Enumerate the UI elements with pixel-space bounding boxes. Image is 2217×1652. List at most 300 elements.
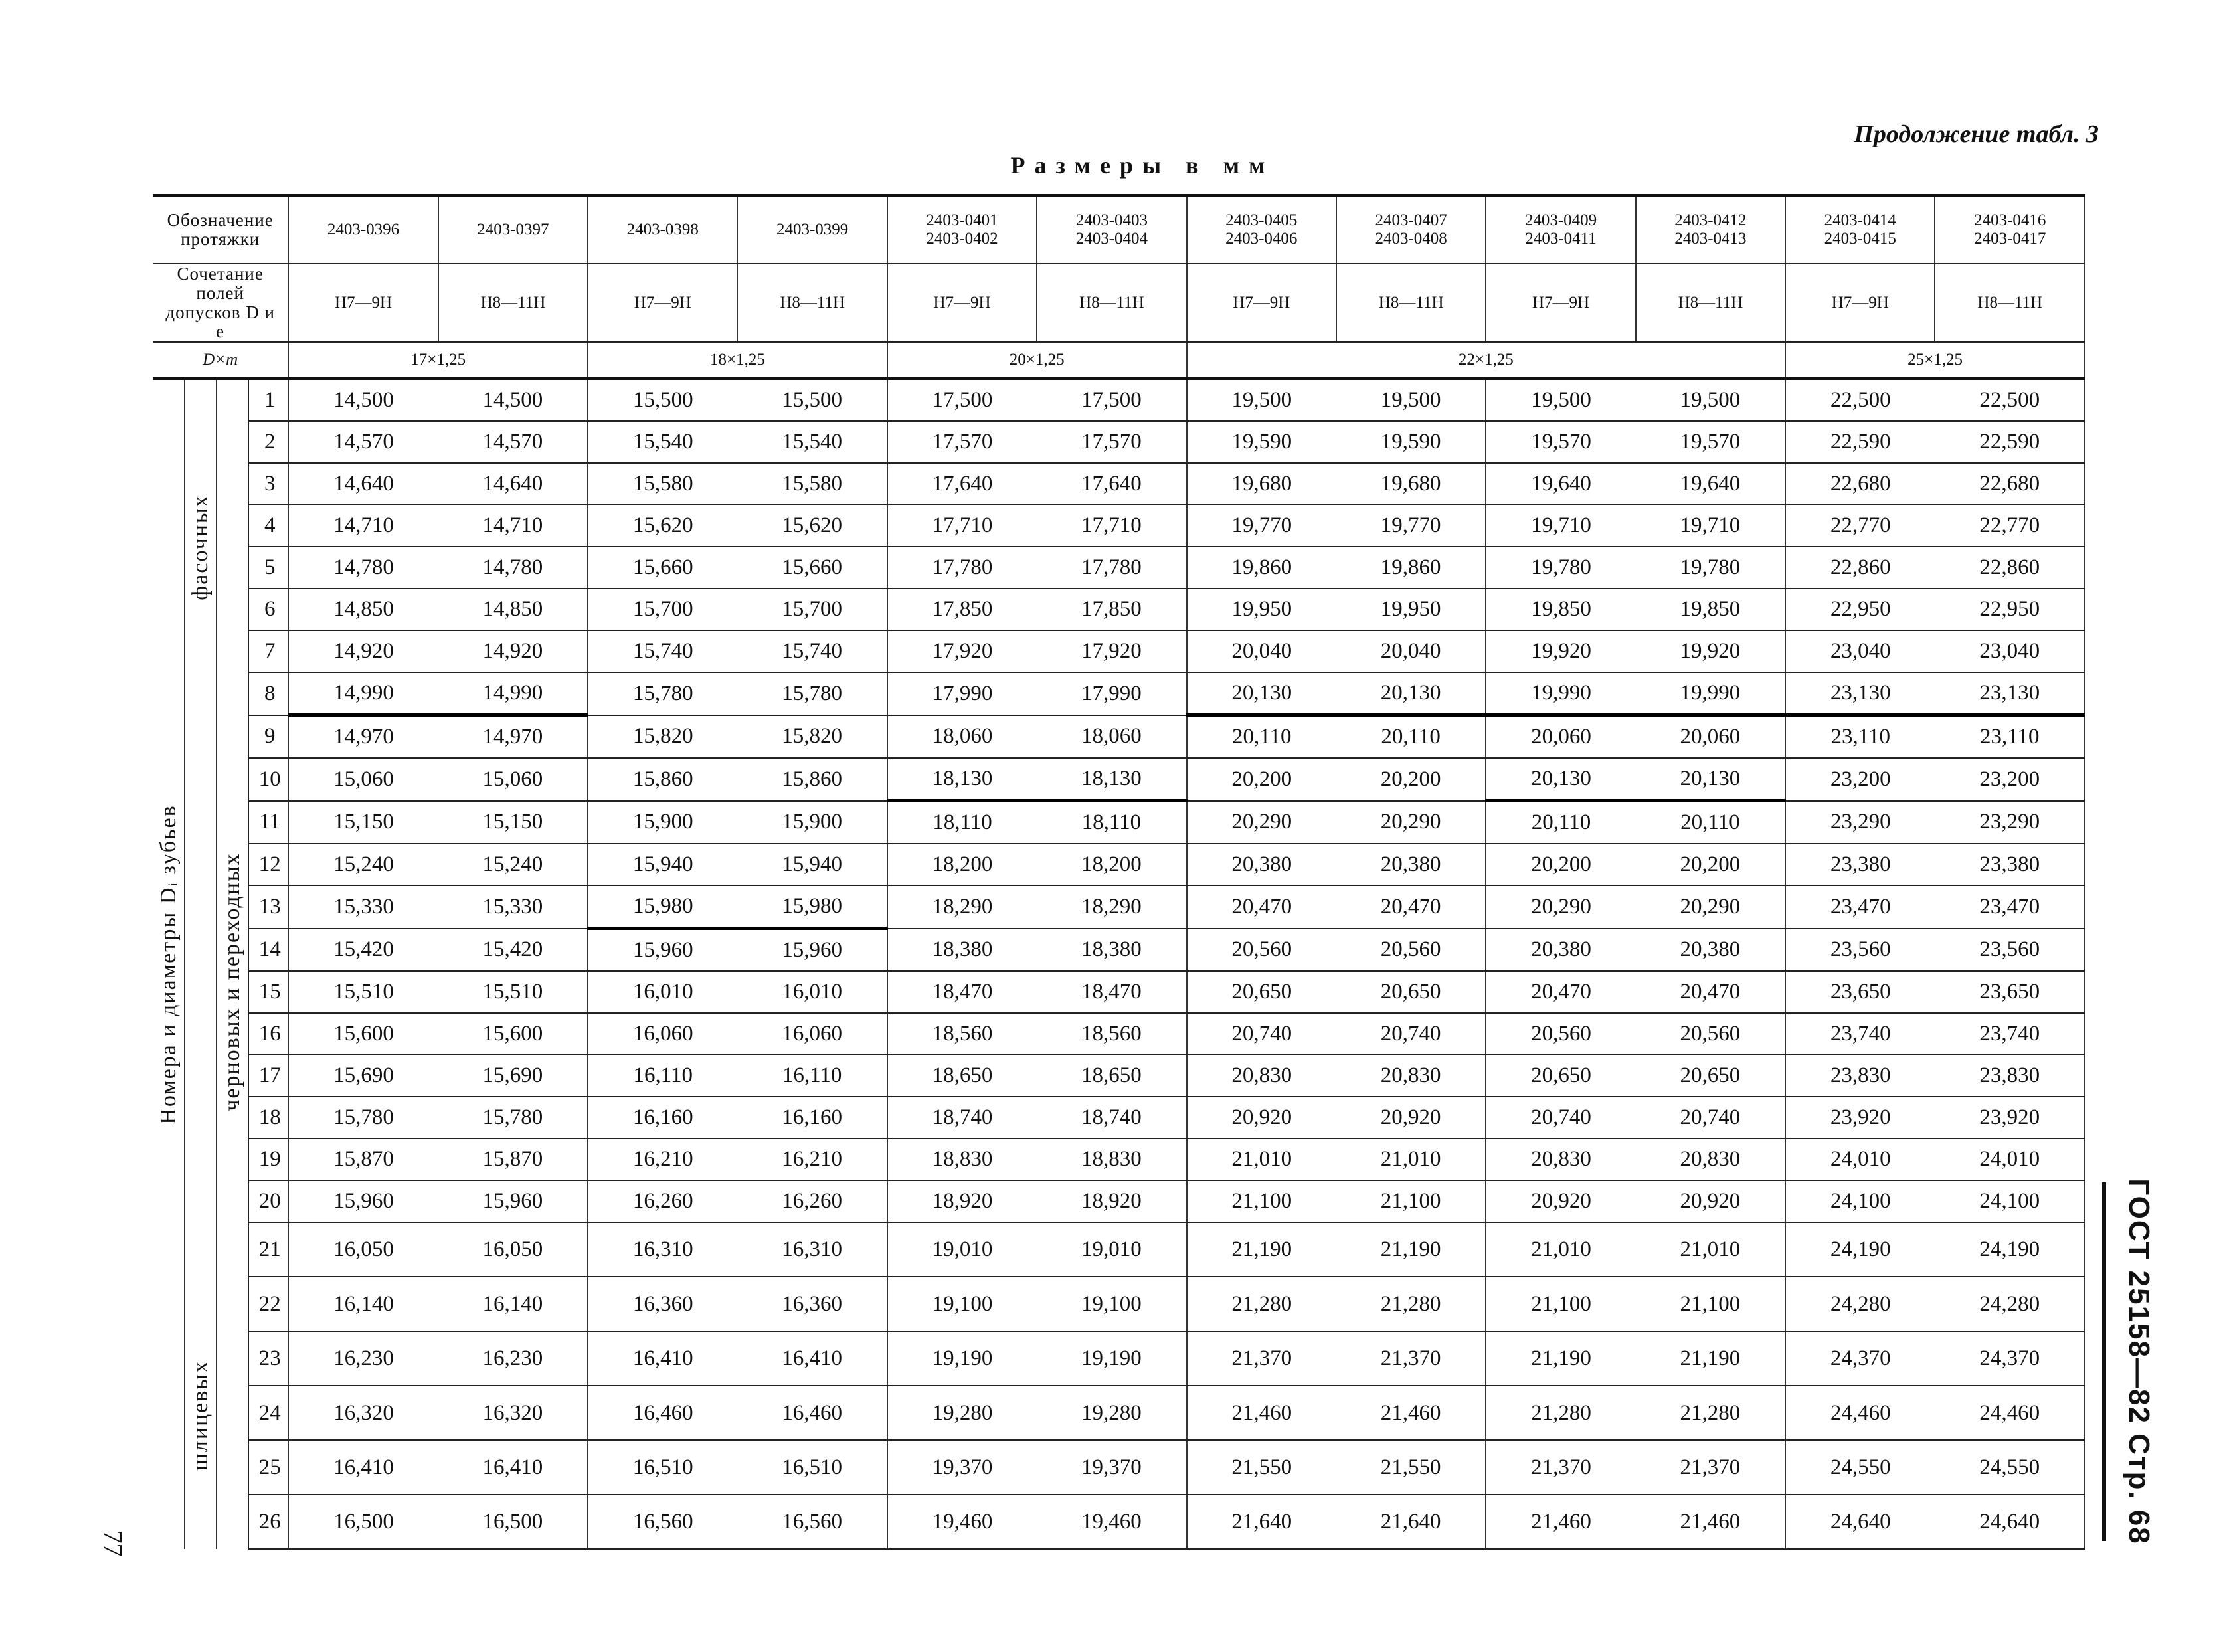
diameter-cell: 18,110 — [1037, 801, 1186, 844]
diameter-cell: 22,590 — [1785, 421, 1935, 463]
diameter-cell: 19,100 — [1037, 1277, 1186, 1331]
diameter-cell: 15,060 — [438, 758, 588, 801]
diameter-cell: 16,310 — [588, 1222, 737, 1277]
shaped-label-text: фасочных — [188, 494, 213, 600]
tooth-number: 15 — [248, 971, 288, 1013]
diameter-cell: 15,820 — [737, 715, 887, 759]
diameter-cell: 23,740 — [1935, 1013, 2085, 1055]
tooth-number: 1 — [248, 379, 288, 421]
diameter-cell: 20,560 — [1636, 1013, 1785, 1055]
tooth-number: 16 — [248, 1013, 288, 1055]
diameter-cell: 18,650 — [1037, 1055, 1186, 1097]
table-row — [153, 1055, 2085, 1097]
diameter-cell: 16,140 — [288, 1277, 438, 1331]
diameter-cell: 23,040 — [1935, 630, 2085, 672]
shaped-teeth-group — [185, 379, 217, 715]
diameter-cell: 19,710 — [1486, 505, 1635, 547]
diameter-cell: 22,950 — [1785, 589, 1935, 630]
diameter-cell: 15,980 — [737, 885, 887, 929]
table-row — [153, 1495, 2085, 1549]
diameter-cell: 16,260 — [737, 1180, 887, 1222]
diameter-cell: 24,370 — [1935, 1331, 2085, 1386]
diameter-cell: 18,290 — [1037, 885, 1186, 929]
diameter-cell: 19,680 — [1187, 463, 1336, 505]
diameter-cell: 20,200 — [1486, 844, 1635, 885]
diameter-cell: 20,290 — [1187, 801, 1336, 844]
diameter-cell: 18,650 — [887, 1055, 1037, 1097]
diameter-cell: 15,600 — [288, 1013, 438, 1055]
diameter-cell: 18,380 — [1037, 929, 1186, 972]
diameter-cell: 20,380 — [1636, 929, 1785, 972]
diameter-cell: 15,780 — [588, 672, 737, 715]
tooth-number: 9 — [248, 715, 288, 759]
diameter-cell: 16,060 — [737, 1013, 887, 1055]
table-row — [153, 758, 2085, 801]
tolerance-header: H7—9H — [1785, 264, 1935, 342]
tooth-number: 17 — [248, 1055, 288, 1097]
diameter-cell: 15,540 — [588, 421, 737, 463]
diameter-cell: 19,850 — [1486, 589, 1635, 630]
diameter-cell: 15,860 — [737, 758, 887, 801]
diameter-cell: 15,690 — [288, 1055, 438, 1097]
diameter-cell: 15,780 — [737, 672, 887, 715]
diameter-cell: 20,290 — [1336, 801, 1486, 844]
diameter-cell: 15,620 — [588, 505, 737, 547]
diameter-cell: 19,950 — [1336, 589, 1486, 630]
diameter-cell: 19,500 — [1636, 379, 1785, 421]
diameter-cell: 19,280 — [887, 1386, 1037, 1440]
diameter-cell: 23,200 — [1785, 758, 1935, 801]
diameter-cell: 18,130 — [887, 758, 1037, 801]
tolerance-header: H8—11H — [1935, 264, 2085, 342]
diameter-cell: 20,920 — [1636, 1180, 1785, 1222]
dxm-group: 25×1,25 — [1785, 342, 2085, 379]
diameter-cell: 16,050 — [438, 1222, 588, 1277]
diameter-cell: 16,360 — [737, 1277, 887, 1331]
diameter-cell: 24,370 — [1785, 1331, 1935, 1386]
diameter-cell: 14,500 — [288, 379, 438, 421]
tolerance-header: H8—11H — [1636, 264, 1785, 342]
diameter-cell: 22,860 — [1785, 547, 1935, 589]
diameter-cell: 17,640 — [1037, 463, 1186, 505]
diameter-cell: 21,280 — [1486, 1386, 1635, 1440]
diameter-cell: 14,920 — [438, 630, 588, 672]
gost-reference: ГОСТ 25158—82 Стр. 68 — [2123, 1178, 2155, 1545]
diameter-cell: 19,570 — [1486, 421, 1635, 463]
diameter-cell: 20,110 — [1636, 801, 1785, 844]
diameter-cell: 16,210 — [588, 1139, 737, 1180]
diameter-cell: 20,110 — [1336, 715, 1486, 759]
diameter-cell: 21,010 — [1336, 1139, 1486, 1180]
table-row — [153, 844, 2085, 885]
tooth-number: 20 — [248, 1180, 288, 1222]
diameter-cell: 20,830 — [1636, 1139, 1785, 1180]
diameter-cell: 24,280 — [1785, 1277, 1935, 1331]
table-row — [153, 929, 2085, 972]
diameter-cell: 20,740 — [1636, 1097, 1785, 1139]
diameter-cell: 15,500 — [737, 379, 887, 421]
table-row — [153, 801, 2085, 844]
diameter-cell: 20,130 — [1187, 672, 1336, 715]
diameter-cell: 18,560 — [887, 1013, 1037, 1055]
diameter-cell: 20,130 — [1636, 758, 1785, 801]
tooth-number: 11 — [248, 801, 288, 844]
diameter-cell: 21,010 — [1486, 1222, 1635, 1277]
diameter-cell: 19,950 — [1187, 589, 1336, 630]
diameter-cell: 14,570 — [288, 421, 438, 463]
diameter-cell: 15,960 — [438, 1180, 588, 1222]
diameter-cell: 21,010 — [1187, 1139, 1336, 1180]
diameter-cell: 15,900 — [737, 801, 887, 844]
diameter-cell: 18,560 — [1037, 1013, 1186, 1055]
diameter-cell: 20,470 — [1636, 971, 1785, 1013]
diameter-cell: 20,290 — [1486, 885, 1635, 929]
diameter-cell: 18,740 — [1037, 1097, 1186, 1139]
diameter-cell: 20,200 — [1336, 758, 1486, 801]
designation-header: 2403-0416 2403-0417 — [1935, 195, 2085, 264]
diameter-cell: 16,500 — [288, 1495, 438, 1549]
diameter-cell: 14,850 — [288, 589, 438, 630]
designation-header: 2403-0405 2403-0406 — [1187, 195, 1336, 264]
diameter-cell: 22,500 — [1785, 379, 1935, 421]
diameter-cell: 23,200 — [1935, 758, 2085, 801]
diameter-cell: 19,680 — [1336, 463, 1486, 505]
tolerance-header: H7—9H — [1486, 264, 1635, 342]
diameter-cell: 16,160 — [588, 1097, 737, 1139]
tooth-number: 4 — [248, 505, 288, 547]
diameter-cell: 19,500 — [1187, 379, 1336, 421]
diameter-cell: 14,710 — [438, 505, 588, 547]
table-row — [153, 1386, 2085, 1440]
diameter-cell: 23,650 — [1935, 971, 2085, 1013]
diameter-cell: 15,510 — [288, 971, 438, 1013]
diameter-cell: 23,830 — [1785, 1055, 1935, 1097]
diameter-cell: 19,460 — [887, 1495, 1037, 1549]
diameter-cell: 24,640 — [1935, 1495, 2085, 1549]
diameter-cell: 19,920 — [1486, 630, 1635, 672]
diameter-cell: 18,920 — [887, 1180, 1037, 1222]
diameter-cell: 20,920 — [1486, 1180, 1635, 1222]
spline-label-text: шлицевых — [188, 1360, 213, 1471]
diameter-cell: 20,560 — [1336, 929, 1486, 972]
diameter-cell: 23,740 — [1785, 1013, 1935, 1055]
diameter-cell: 16,230 — [288, 1331, 438, 1386]
table-row — [153, 715, 2085, 759]
diameter-cell: 15,240 — [438, 844, 588, 885]
diameter-cell: 18,830 — [1037, 1139, 1186, 1180]
tooth-number: 21 — [248, 1222, 288, 1277]
diameter-cell: 19,990 — [1486, 672, 1635, 715]
diameter-cell: 16,320 — [288, 1386, 438, 1440]
page-number: 77 — [98, 1530, 128, 1557]
diameter-cell: 20,060 — [1486, 715, 1635, 759]
diameter-cell: 23,470 — [1935, 885, 2085, 929]
diameter-cell: 21,100 — [1336, 1180, 1486, 1222]
diameter-cell: 20,740 — [1336, 1013, 1486, 1055]
diameter-cell: 21,370 — [1636, 1440, 1785, 1495]
diameter-cell: 21,370 — [1486, 1440, 1635, 1495]
diameter-cell: 20,130 — [1336, 672, 1486, 715]
tooth-number: 2 — [248, 421, 288, 463]
diameter-cell: 23,470 — [1785, 885, 1935, 929]
diameter-cell: 20,830 — [1486, 1139, 1635, 1180]
diameter-cell: 17,850 — [887, 589, 1037, 630]
tooth-number: 7 — [248, 630, 288, 672]
diameter-cell: 21,280 — [1636, 1386, 1785, 1440]
table-row — [153, 630, 2085, 672]
diameter-cell: 15,420 — [438, 929, 588, 972]
diameter-cell: 16,410 — [737, 1331, 887, 1386]
diameter-cell: 20,380 — [1187, 844, 1336, 885]
diameter-cell: 20,740 — [1187, 1013, 1336, 1055]
designation-header: 2403-0407 2403-0408 — [1336, 195, 1486, 264]
diameter-cell: 15,600 — [438, 1013, 588, 1055]
diameter-cell: 18,060 — [887, 715, 1037, 759]
diameter-cell: 20,920 — [1187, 1097, 1336, 1139]
table-row — [153, 1180, 2085, 1222]
diameter-cell: 19,190 — [887, 1331, 1037, 1386]
diameter-cell: 16,510 — [737, 1440, 887, 1495]
table-row — [153, 379, 2085, 421]
diameter-cell: 15,870 — [288, 1139, 438, 1180]
table-row — [153, 1440, 2085, 1495]
diameter-cell: 15,580 — [737, 463, 887, 505]
diameter-cell: 14,640 — [438, 463, 588, 505]
diameter-cell: 23,040 — [1785, 630, 1935, 672]
tolerance-header: H8—11H — [438, 264, 588, 342]
diameter-cell: 24,100 — [1935, 1180, 2085, 1222]
diameter-cell: 15,780 — [288, 1097, 438, 1139]
diameter-cell: 17,500 — [887, 379, 1037, 421]
table-row — [153, 1013, 2085, 1055]
diameter-cell: 18,200 — [1037, 844, 1186, 885]
diameter-cell: 23,110 — [1785, 715, 1935, 759]
shaped-teeth-subgroup — [217, 379, 248, 715]
diameter-cell: 21,460 — [1187, 1386, 1336, 1440]
tooth-number: 22 — [248, 1277, 288, 1331]
diameter-cell: 14,990 — [288, 672, 438, 715]
diameter-cell: 14,500 — [438, 379, 588, 421]
diameter-cell: 21,550 — [1187, 1440, 1336, 1495]
diameter-cell: 15,330 — [438, 885, 588, 929]
diameter-cell: 14,990 — [438, 672, 588, 715]
designation-header: 2403-0401 2403-0402 — [887, 195, 1037, 264]
diameter-cell: 20,470 — [1187, 885, 1336, 929]
diameter-cell: 23,290 — [1935, 801, 2085, 844]
diameter-cell: 23,110 — [1935, 715, 2085, 759]
tooth-number: 19 — [248, 1139, 288, 1180]
diameter-cell: 23,380 — [1935, 844, 2085, 885]
diameter-cell: 20,650 — [1336, 971, 1486, 1013]
diameter-cell: 21,460 — [1336, 1386, 1486, 1440]
diameter-cell: 15,510 — [438, 971, 588, 1013]
table-row — [153, 1222, 2085, 1277]
diameter-cell: 19,280 — [1037, 1386, 1186, 1440]
diameter-cell: 21,640 — [1336, 1495, 1486, 1549]
diameter-cell: 18,920 — [1037, 1180, 1186, 1222]
diameter-cell: 14,570 — [438, 421, 588, 463]
diameter-cell: 21,190 — [1486, 1331, 1635, 1386]
diameter-cell: 18,110 — [887, 801, 1037, 844]
diameter-cell: 15,870 — [438, 1139, 588, 1180]
diameter-cell: 14,970 — [288, 715, 438, 759]
tolerance-header: H7—9H — [1187, 264, 1336, 342]
diameter-cell: 16,460 — [588, 1386, 737, 1440]
diameter-cell: 22,950 — [1935, 589, 2085, 630]
tooth-number: 26 — [248, 1495, 288, 1549]
diameter-cell: 16,320 — [438, 1386, 588, 1440]
tooth-number: 14 — [248, 929, 288, 972]
diameter-cell: 24,550 — [1785, 1440, 1935, 1495]
diameter-cell: 18,830 — [887, 1139, 1037, 1180]
diameter-cell: 24,550 — [1935, 1440, 2085, 1495]
roughing-label-text: черновых и переходных — [220, 852, 245, 1111]
diameter-cell: 21,280 — [1336, 1277, 1486, 1331]
diameter-cell: 15,660 — [588, 547, 737, 589]
tooth-number: 10 — [248, 758, 288, 801]
table-row — [153, 885, 2085, 929]
diameter-cell: 18,470 — [1037, 971, 1186, 1013]
diameter-cell: 19,190 — [1037, 1331, 1186, 1386]
diameter-cell: 23,830 — [1935, 1055, 2085, 1097]
diameter-cell: 20,040 — [1187, 630, 1336, 672]
diameter-cell: 19,770 — [1336, 505, 1486, 547]
diameter-cell: 16,560 — [737, 1495, 887, 1549]
units-caption: Размеры в мм — [1010, 152, 1275, 179]
diameter-cell: 15,240 — [288, 844, 438, 885]
diameter-cell: 19,590 — [1187, 421, 1336, 463]
diameter-cell: 20,650 — [1636, 1055, 1785, 1097]
diameter-cell: 21,190 — [1336, 1222, 1486, 1277]
roughing-teeth-group — [217, 715, 248, 1550]
teeth-label-text: Номера и диаметры Dᵢ зубьев — [155, 804, 181, 1125]
diameter-cell: 14,780 — [438, 547, 588, 589]
diameter-cell: 20,920 — [1336, 1097, 1486, 1139]
diameter-cell: 19,500 — [1336, 379, 1486, 421]
diameter-cell: 21,190 — [1187, 1222, 1336, 1277]
diameter-cell: 16,260 — [588, 1180, 737, 1222]
dxm-group: 17×1,25 — [288, 342, 588, 379]
diameter-cell: 20,740 — [1486, 1097, 1635, 1139]
diameter-cell: 24,100 — [1785, 1180, 1935, 1222]
diameter-cell: 17,920 — [887, 630, 1037, 672]
diameter-cell: 17,920 — [1037, 630, 1186, 672]
table-row — [153, 1331, 2085, 1386]
diameter-cell: 20,200 — [1636, 844, 1785, 885]
dxm-group: 20×1,25 — [887, 342, 1187, 379]
diameter-cell: 19,860 — [1187, 547, 1336, 589]
diameter-cell: 24,460 — [1935, 1386, 2085, 1440]
diameter-cell: 21,100 — [1187, 1180, 1336, 1222]
table-row — [153, 463, 2085, 505]
diameter-cell: 19,990 — [1636, 672, 1785, 715]
diameter-cell: 16,110 — [588, 1055, 737, 1097]
diameter-cell: 19,100 — [887, 1277, 1037, 1331]
diameter-cell: 15,860 — [588, 758, 737, 801]
diameter-cell: 23,560 — [1785, 929, 1935, 972]
tolerance-header: H7—9H — [887, 264, 1037, 342]
diameter-cell: 20,560 — [1486, 1013, 1635, 1055]
diameter-cell: 20,380 — [1486, 929, 1635, 972]
diameter-cell: 20,110 — [1486, 801, 1635, 844]
diameter-cell: 23,920 — [1935, 1097, 2085, 1139]
diameter-cell: 21,460 — [1486, 1495, 1635, 1549]
diameter-cell: 20,200 — [1187, 758, 1336, 801]
spline-teeth-group — [185, 715, 217, 1550]
diameter-cell: 16,050 — [288, 1222, 438, 1277]
table-row — [153, 672, 2085, 715]
diameter-cell: 16,510 — [588, 1440, 737, 1495]
diameter-cell: 17,710 — [887, 505, 1037, 547]
tooth-number: 12 — [248, 844, 288, 885]
dxm-group: 22×1,25 — [1187, 342, 1786, 379]
diameter-cell: 20,650 — [1187, 971, 1336, 1013]
diameter-cell: 21,280 — [1187, 1277, 1336, 1331]
diameter-cell: 15,780 — [438, 1097, 588, 1139]
diameter-cell: 15,150 — [288, 801, 438, 844]
diameter-cell: 20,650 — [1486, 1055, 1635, 1097]
diameter-cell: 24,280 — [1935, 1277, 2085, 1331]
diameter-cell: 14,640 — [288, 463, 438, 505]
table-row — [153, 1277, 2085, 1331]
diameter-cell: 15,820 — [588, 715, 737, 759]
diameter-cell: 18,290 — [887, 885, 1037, 929]
diameter-cell: 15,740 — [588, 630, 737, 672]
diameter-cell: 21,010 — [1636, 1222, 1785, 1277]
diameter-cell: 17,500 — [1037, 379, 1186, 421]
diameter-cell: 16,140 — [438, 1277, 588, 1331]
diameter-cell: 16,310 — [737, 1222, 887, 1277]
diameter-cell: 15,940 — [737, 844, 887, 885]
diameter-cell: 15,660 — [737, 547, 887, 589]
diameter-cell: 17,640 — [887, 463, 1037, 505]
tooth-number: 18 — [248, 1097, 288, 1139]
designation-header: 2403-0396 — [288, 195, 438, 264]
diameter-cell: 24,190 — [1785, 1222, 1935, 1277]
dxm-group: 18×1,25 — [588, 342, 887, 379]
tolerance-header: H7—9H — [588, 264, 737, 342]
diameter-cell: 21,100 — [1636, 1277, 1785, 1331]
diameter-cell: 19,500 — [1486, 379, 1635, 421]
diameter-cell: 15,900 — [588, 801, 737, 844]
diameter-cell: 16,410 — [588, 1331, 737, 1386]
diameter-cell: 21,190 — [1636, 1331, 1785, 1386]
diameter-cell: 16,410 — [438, 1440, 588, 1495]
diameter-cell: 16,110 — [737, 1055, 887, 1097]
diameter-cell: 20,470 — [1336, 885, 1486, 929]
diameter-cell: 16,410 — [288, 1440, 438, 1495]
table-row — [153, 1139, 2085, 1180]
diameter-cell: 15,060 — [288, 758, 438, 801]
diameter-cell: 20,290 — [1636, 885, 1785, 929]
diameter-cell: 14,710 — [288, 505, 438, 547]
diameter-cell: 16,360 — [588, 1277, 737, 1331]
diameter-cell: 23,290 — [1785, 801, 1935, 844]
diameter-cell: 16,160 — [737, 1097, 887, 1139]
diameter-cell: 16,460 — [737, 1386, 887, 1440]
diameter-cell: 15,960 — [737, 929, 887, 972]
diameter-cell: 18,130 — [1037, 758, 1186, 801]
diameter-cell: 19,850 — [1636, 589, 1785, 630]
table-row — [153, 421, 2085, 463]
diameter-cell: 22,770 — [1785, 505, 1935, 547]
diameter-cell: 23,560 — [1935, 929, 2085, 972]
diameter-cell: 15,700 — [737, 589, 887, 630]
diameter-cell: 19,640 — [1486, 463, 1635, 505]
diameter-cell: 15,740 — [737, 630, 887, 672]
diameter-cell: 15,940 — [588, 844, 737, 885]
diameter-cell: 23,380 — [1785, 844, 1935, 885]
